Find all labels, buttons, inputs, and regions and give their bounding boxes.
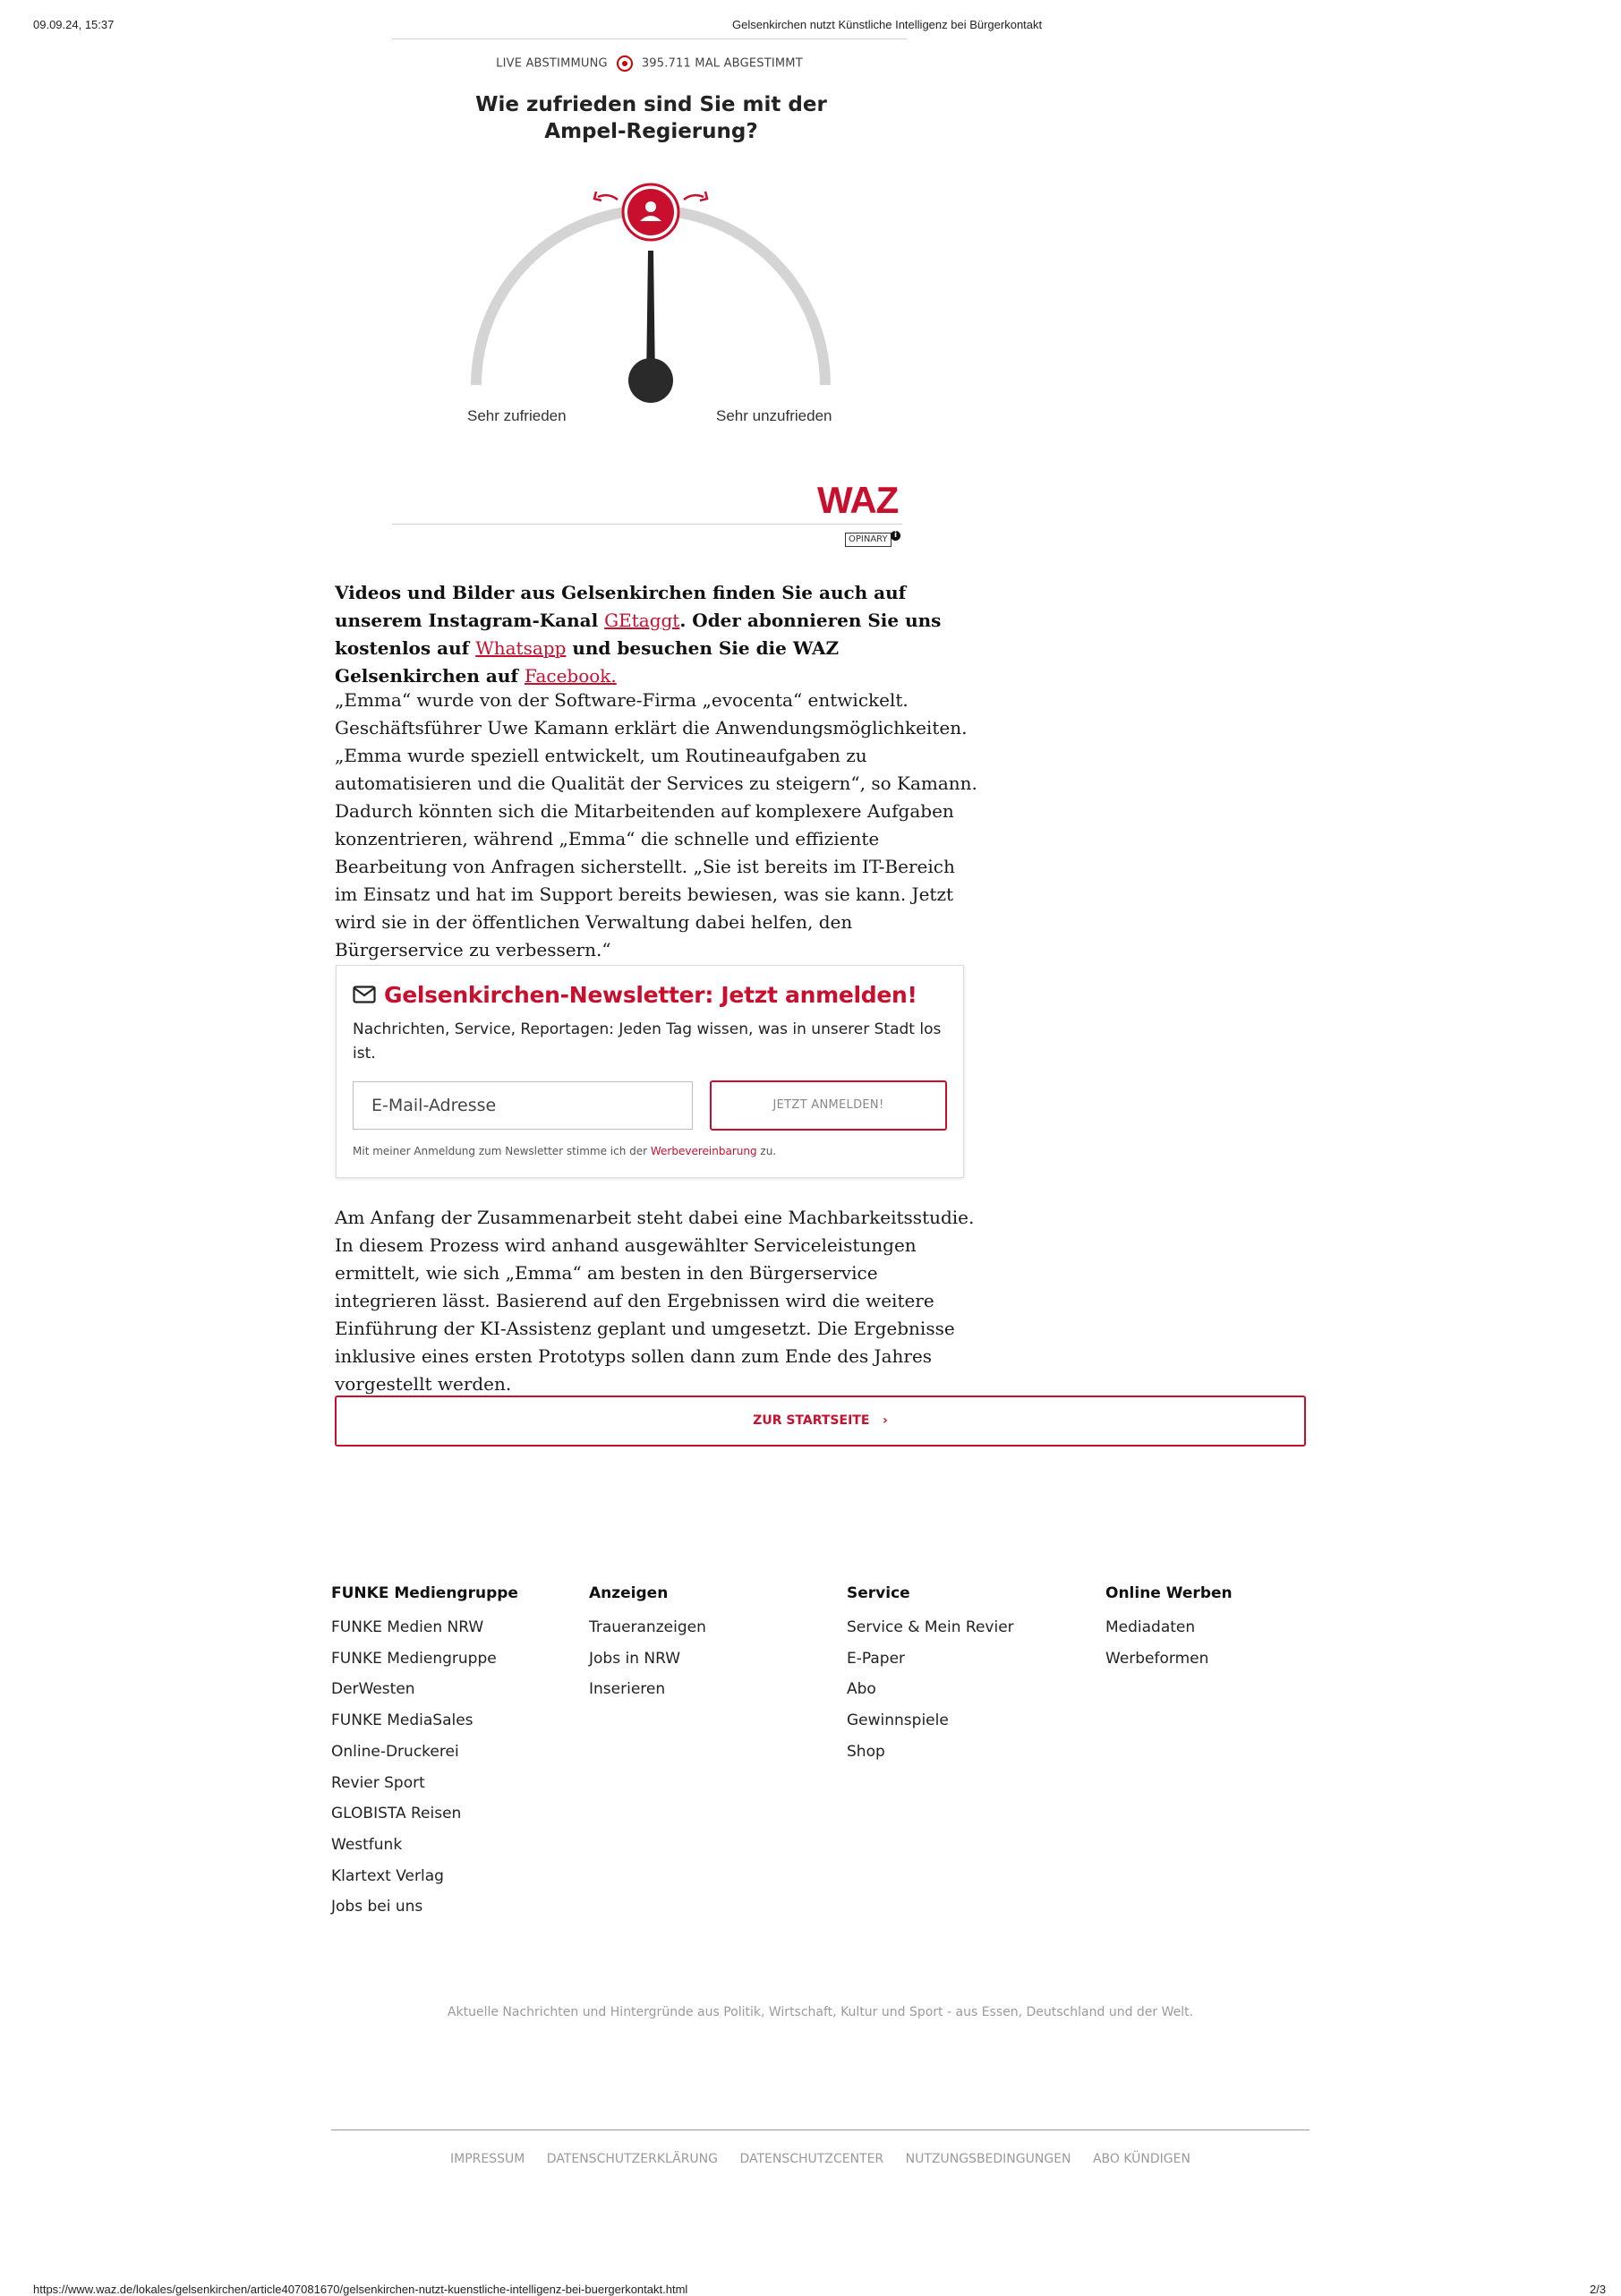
subscribe-button[interactable]: JETZT ANMELDEN! [710,1080,947,1131]
footer-column-service [847,1582,1014,1768]
footer-link[interactable]: FUNKE Medien NRW [331,1618,484,1636]
footer-link[interactable]: DerWesten [331,1680,415,1699]
instagram-link[interactable]: GEtaggt [604,610,680,631]
footer-link[interactable]: GLOBISTA Reisen [331,1805,462,1823]
gauge-drag-handle[interactable] [623,184,678,240]
legal-text: Mit meiner Anmeldung zum Newsletter stimme ich der [353,1145,651,1157]
footer-tagline: Aktuelle Nachrichten und Hintergründe aus Politik, Wirtschaft, Kultur und Sport - aus Essen, Deutschland und der Welt. [447,2005,1194,2019]
gauge-right-label: Sehr unzufrieden [716,407,832,424]
legal-link-cancel-subscription[interactable]: ABO KÜNDIGEN [1092,2152,1190,2166]
legal-links [331,2152,1310,2166]
article-paragraph-1: „Emma“ wurde von der Software-Firma „evocenta“ entwickelt. Geschäftsführer Uwe Kamann erklärt die Anwendungsmöglichkeiten. „Emma wurde speziell entwickelt, um Routineaufgaben zu automatisieren und die Qualität der Services zu steigern“, so Kamann. Dadurch könnten sich die Mitarbeitenden auf komplexere Aufgaben konzentrieren, während „Emma“ die schnelle und effiziente Bearbeitung von Anfragen sicherstellt. „Sie ist bereits im IT-Bereich im Einsatz und hat im Support bereits bewiesen, was sie kann. Jetzt wird sie in der öffentlichen Verwaltung dabei helfen, den Bürgerservice zu verbessern.“ [335,689,977,960]
ad-agreement-link[interactable]: Werbevereinbarung [650,1145,757,1157]
footer-link[interactable]: Jobs bei uns [331,1898,423,1916]
legal-link-privacy[interactable]: DATENSCHUTZERKLÄRUNG [546,2152,719,2166]
footer-link[interactable]: FUNKE MediaSales [331,1711,474,1730]
right-arrow-icon [684,192,707,201]
footer-column-anzeigen [589,1582,706,1705]
footer-heading: Anzeigen [589,1584,669,1602]
footer-link[interactable]: Werbeformen [1105,1649,1209,1668]
footer-heading: FUNKE Mediengruppe [331,1584,518,1602]
live-indicator-icon [617,55,633,72]
newsletter-title: Gelsenkirchen-Newsletter: Jetzt anmelden! [384,982,917,1008]
print-url: https://www.waz.de/lokales/gelsenkirchen/article407081670/gelsenkirchen-nutzt-kuenstliche-intelligenz-bei-buergerkontakt.html [33,2283,688,2296]
promo-text-3: und besuchen Sie die WAZ Gelsenkirchen auf [335,637,840,687]
footer-link[interactable]: Online-Druckerei [331,1742,459,1761]
waz-logo: WAZ [817,479,899,521]
footer-link[interactable]: Traueranzeigen [589,1618,706,1636]
promo-text-2: . Oder abonnieren Sie uns kostenlos auf [335,610,942,659]
poll-status [392,55,907,72]
print-page-number: 2/3 [1590,2283,1607,2296]
poll-top-divider [392,38,907,39]
print-title: Gelsenkirchen nutzt Künstliche Intelligenz bei Bürgerkontakt [732,18,1043,31]
email-input[interactable]: E-Mail-Adresse [353,1081,693,1130]
satisfaction-gauge[interactable] [448,175,859,416]
footer-link[interactable]: Inserieren [589,1680,666,1699]
home-button-label: ZUR STARTSEITE [753,1413,870,1428]
gauge-needle[interactable] [628,251,673,403]
article-paragraph-2: Am Anfang der Zusammenarbeit steht dabei eine Machbarkeitsstudie. In diesem Prozess wird anhand ausgewählter Serviceleistungen ermittelt, wie sich „Emma“ am besten in den Bürgerservice integrieren lässt. Basierend auf den Ergebnissen wird die weitere Einführung der KI-Assistenz geplant und umgesetzt. Die Ergebnisse inklusive eines ersten Prototyps sollen dann zum Ende des Jahres vorgestellt werden. [335,1207,975,1395]
footer-link[interactable]: Klartext Verlag [331,1866,444,1885]
footer-link[interactable]: Gewinnspiele [847,1711,949,1730]
footer-link[interactable]: Westfunk [331,1835,403,1854]
footer-link[interactable]: Jobs in NRW [589,1649,681,1668]
opinary-logo[interactable]: OPINARY [845,533,892,547]
promo-text-1: Videos und Bilder aus Gelsenkirchen finden Sie auch auf unserem Instagram-Kanal [335,582,907,631]
left-arrow-icon [594,192,618,201]
facebook-link[interactable]: Facebook. [524,665,617,687]
footer-heading: Online Werben [1105,1584,1233,1602]
footer-heading: Service [847,1584,910,1602]
home-button[interactable] [335,1396,1306,1447]
info-icon[interactable]: i [891,531,900,541]
footer-link[interactable]: Service & Mein Revier [847,1618,1014,1636]
poll-live-label: LIVE ABSTIMMUNG [496,56,608,71]
whatsapp-link[interactable]: Whatsapp [475,637,567,659]
poll-vote-count: 395.711 MAL ABGESTIMMT [641,56,803,71]
newsletter-description: Nachrichten, Service, Reportagen: Jeden Tag wissen, was in unserer Stadt los ist. [353,1020,942,1063]
footer-link[interactable]: Shop [847,1742,885,1761]
newsletter-box [336,965,964,1178]
legal-link-privacy-center[interactable]: DATENSCHUTZCENTER [739,2152,884,2166]
social-promo [335,579,979,690]
newsletter-legal [353,1145,776,1157]
footer-link[interactable]: Mediadaten [1105,1618,1196,1636]
footer-column-funke [331,1582,518,1923]
envelope-icon [353,986,376,1003]
gauge-left-label: Sehr zufrieden [467,407,567,424]
footer-link[interactable]: FUNKE Mediengruppe [331,1649,497,1668]
footer-link[interactable]: Revier Sport [331,1773,425,1792]
user-icon [645,201,656,212]
footer-link[interactable]: Abo [847,1680,876,1699]
legal-link-terms[interactable]: NUTZUNGSBEDINGUNGEN [905,2152,1071,2166]
poll-question: Wie zufrieden sind Sie mit der Ampel-Regierung? [475,93,827,143]
chevron-right-icon: › [883,1413,888,1428]
legal-suffix: zu. [756,1145,777,1157]
footer-column-online-werben [1105,1582,1233,1674]
poll-bottom-divider [392,524,902,525]
legal-link-impressum[interactable]: IMPRESSUM [450,2152,525,2166]
print-datetime: 09.09.24, 15:37 [33,18,115,31]
footer-link[interactable]: E-Paper [847,1649,906,1668]
